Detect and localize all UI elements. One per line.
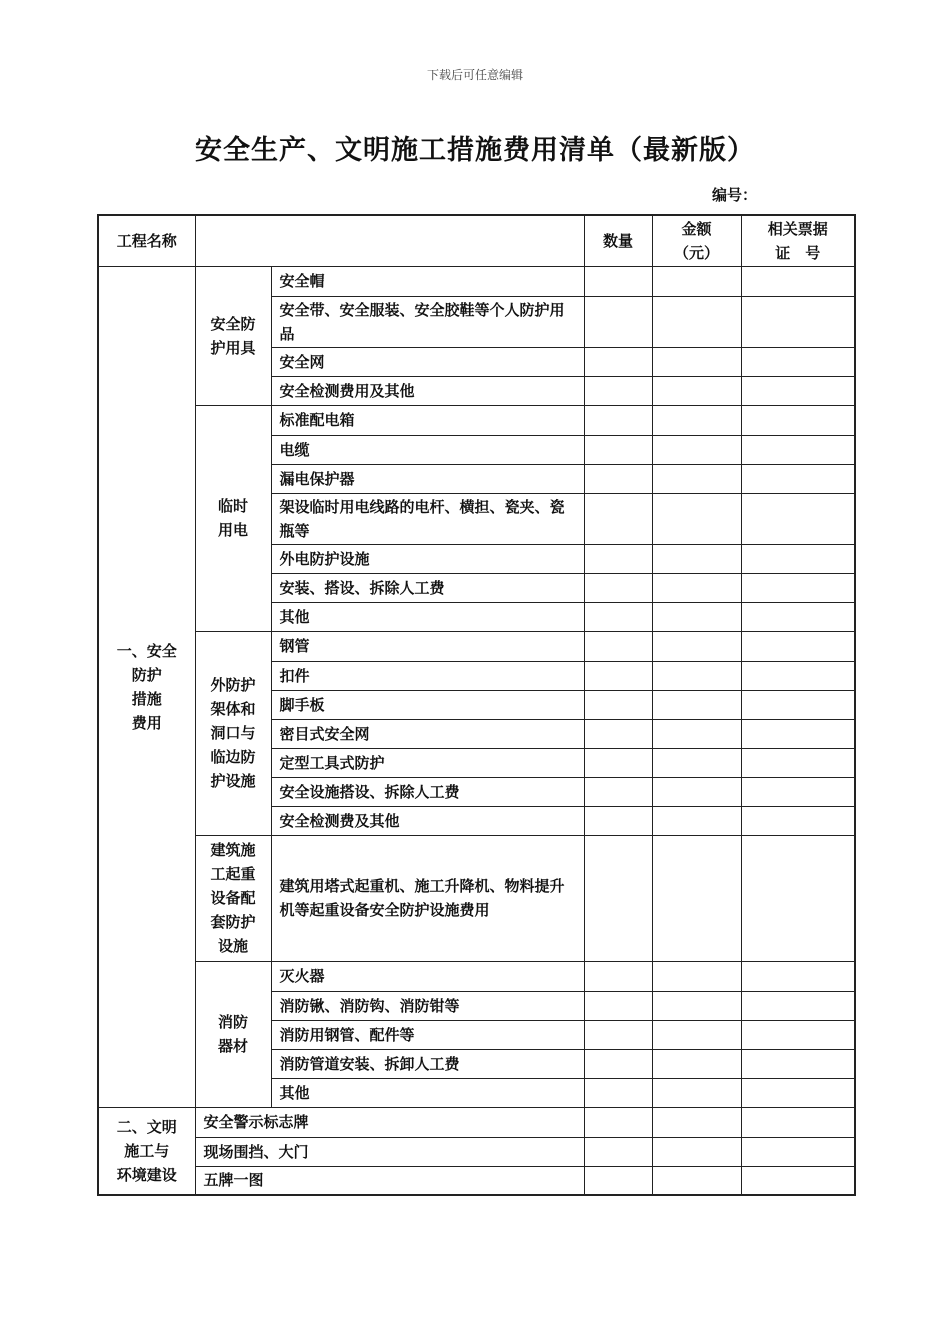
amount-cell[interactable] [652, 435, 741, 464]
amount-cell[interactable] [652, 961, 741, 991]
item-label: 外电防护设施 [271, 544, 584, 573]
quantity-cell[interactable] [584, 376, 652, 405]
quantity-cell[interactable] [584, 435, 652, 464]
documents-header [741, 215, 855, 266]
table-row [98, 835, 855, 961]
quantity-cell[interactable] [584, 1020, 652, 1049]
subcategory-label-line: 设备配 [210, 889, 256, 907]
table-row [98, 266, 855, 296]
subcategory-label-line: 外防护 [210, 676, 256, 694]
subcategory-label-line: 临时 [217, 497, 248, 515]
amount-cell[interactable] [652, 544, 741, 573]
item-label: 安全检测费用及其他 [271, 376, 584, 405]
serial-number-label: 编号： [712, 186, 758, 204]
documents-header-line2: 证 号 [775, 243, 821, 262]
document-number-cell[interactable] [741, 376, 855, 405]
subcategory-label-line: 建筑施 [210, 841, 256, 859]
document-number-cell[interactable] [741, 1020, 855, 1049]
watermark-text: 下载后可任意编辑 [426, 68, 523, 82]
document-number-cell[interactable] [741, 493, 855, 544]
amount-cell[interactable] [652, 1137, 741, 1166]
quantity-cell[interactable] [584, 1078, 652, 1107]
item-label: 五牌一图 [195, 1166, 584, 1195]
page-title: 安全生产、文明施工措施费用清单（最新版） [195, 135, 755, 166]
item-label: 标准配电箱 [271, 405, 584, 435]
document-number-cell[interactable] [741, 719, 855, 748]
item-label: 扣件 [271, 661, 584, 690]
amount-cell[interactable] [652, 690, 741, 719]
item-label: 安全设施搭设、拆除人工费 [271, 777, 584, 806]
document-number-cell[interactable] [741, 748, 855, 777]
amount-cell[interactable] [652, 748, 741, 777]
quantity-cell[interactable] [584, 296, 652, 347]
document-number-cell[interactable] [741, 1107, 855, 1137]
amount-cell[interactable] [652, 991, 741, 1020]
quantity-cell[interactable] [584, 464, 652, 493]
item-label: 电缆 [271, 435, 584, 464]
document-number-cell[interactable] [741, 961, 855, 991]
amount-cell[interactable] [652, 777, 741, 806]
amount-cell[interactable] [652, 806, 741, 835]
amount-cell[interactable] [652, 493, 741, 544]
item-label: 安全警示标志牌 [195, 1107, 584, 1137]
table-row [98, 631, 855, 661]
quantity-cell[interactable] [584, 1107, 652, 1137]
section-2-label-line: 环境建设 [116, 1165, 177, 1184]
quantity-cell[interactable] [584, 661, 652, 690]
project-name-header: 工程名称 [98, 215, 195, 266]
quantity-cell[interactable] [584, 544, 652, 573]
document-number-cell[interactable] [741, 573, 855, 602]
item-label: 其他 [271, 602, 584, 631]
document-number-cell[interactable] [741, 464, 855, 493]
subcategory-label [195, 961, 271, 1107]
document-number-cell[interactable] [741, 690, 855, 719]
amount-cell[interactable] [652, 602, 741, 631]
document-number-cell[interactable] [741, 1166, 855, 1195]
amount-cell[interactable] [652, 719, 741, 748]
quantity-cell[interactable] [584, 573, 652, 602]
table-row [98, 405, 855, 435]
subcategory-label-line: 护设施 [210, 772, 256, 790]
amount-cell[interactable] [652, 1166, 741, 1195]
quantity-cell[interactable] [584, 1166, 652, 1195]
document-number-cell[interactable] [741, 544, 855, 573]
amount-cell[interactable] [652, 835, 741, 961]
document-number-cell[interactable] [741, 835, 855, 961]
subcategory-label-line: 消防 [217, 1013, 248, 1031]
document-number-cell[interactable] [741, 296, 855, 347]
quantity-cell[interactable] [584, 602, 652, 631]
amount-cell[interactable] [652, 1020, 741, 1049]
item-label: 安装、搭设、拆除人工费 [271, 573, 584, 602]
amount-cell[interactable] [652, 1078, 741, 1107]
document-number-cell[interactable] [741, 266, 855, 296]
quantity-header: 数量 [584, 215, 652, 266]
subcategory-label-line: 设施 [217, 937, 248, 955]
section-2-label-line: 二、文明 [116, 1117, 177, 1136]
project-name-value[interactable] [195, 215, 584, 266]
document-number-cell[interactable] [741, 1078, 855, 1107]
subcategory-label-line: 器材 [217, 1037, 248, 1055]
subcategory-label-line: 护用具 [210, 338, 256, 357]
document-number-cell[interactable] [741, 631, 855, 661]
quantity-cell[interactable] [584, 835, 652, 961]
item-label: 消防锹、消防钩、消防钳等 [271, 991, 584, 1020]
item-label: 消防管道安装、拆卸人工费 [271, 1049, 584, 1078]
amount-cell[interactable] [652, 296, 741, 347]
subcategory-label-line: 用电 [217, 521, 248, 539]
section-2-label [98, 1107, 195, 1195]
item-label: 安全带、安全服装、安全胶鞋等个人防护用品 [271, 296, 584, 347]
cost-table [97, 214, 856, 1196]
amount-cell[interactable] [652, 464, 741, 493]
subcategory-label [195, 631, 271, 835]
quantity-cell[interactable] [584, 347, 652, 376]
item-label: 漏电保护器 [271, 464, 584, 493]
item-label: 灭火器 [271, 961, 584, 991]
quantity-cell[interactable] [584, 961, 652, 991]
document-number-cell[interactable] [741, 1049, 855, 1078]
documents-header-line1: 相关票据 [767, 219, 828, 238]
item-label: 其他 [271, 1078, 584, 1107]
document-number-cell[interactable] [741, 405, 855, 435]
document-number-cell[interactable] [741, 991, 855, 1020]
document-number-cell[interactable] [741, 435, 855, 464]
quantity-cell[interactable] [584, 748, 652, 777]
section-1-label-line: 措施 [131, 689, 162, 708]
item-label: 钢管 [271, 631, 584, 661]
quantity-cell[interactable] [584, 806, 652, 835]
subcategory-label-line: 安全防 [210, 314, 256, 333]
subcategory-label [195, 266, 271, 405]
table-header-row [98, 215, 855, 266]
amount-header-line2: （元） [673, 243, 719, 262]
document-number-cell[interactable] [741, 347, 855, 376]
quantity-cell[interactable] [584, 405, 652, 435]
quantity-cell[interactable] [584, 777, 652, 806]
amount-header [652, 215, 741, 266]
document-number-cell[interactable] [741, 806, 855, 835]
subcategory-label-line: 架体和 [210, 700, 256, 718]
section-1-label [98, 266, 195, 1107]
amount-cell[interactable] [652, 376, 741, 405]
amount-header-line1: 金额 [681, 219, 712, 238]
quantity-cell[interactable] [584, 1049, 652, 1078]
amount-cell[interactable] [652, 573, 741, 602]
item-label: 安全帽 [271, 266, 584, 296]
item-label: 现场围挡、大门 [195, 1137, 584, 1166]
quantity-cell[interactable] [584, 493, 652, 544]
subcategory-label [195, 835, 271, 961]
item-label: 安全网 [271, 347, 584, 376]
amount-cell[interactable] [652, 1049, 741, 1078]
subcategory-label-line: 套防护 [210, 913, 256, 931]
quantity-cell[interactable] [584, 631, 652, 661]
table-row [98, 961, 855, 991]
item-label: 脚手板 [271, 690, 584, 719]
amount-cell[interactable] [652, 1107, 741, 1137]
amount-cell[interactable] [652, 631, 741, 661]
table-row [98, 1107, 855, 1137]
quantity-cell[interactable] [584, 991, 652, 1020]
table-row [98, 1166, 855, 1195]
item-label: 架设临时用电线路的电杆、横担、瓷夹、瓷瓶等 [271, 493, 584, 544]
item-label: 安全检测费及其他 [271, 806, 584, 835]
amount-cell[interactable] [652, 405, 741, 435]
document-number-cell[interactable] [741, 602, 855, 631]
document-number-cell[interactable] [741, 661, 855, 690]
item-label: 密目式安全网 [271, 719, 584, 748]
document-number-cell[interactable] [741, 777, 855, 806]
quantity-cell[interactable] [584, 1137, 652, 1166]
amount-cell[interactable] [652, 266, 741, 296]
quantity-cell[interactable] [584, 690, 652, 719]
quantity-cell[interactable] [584, 719, 652, 748]
subcategory-label [195, 405, 271, 631]
section-1-label-line: 费用 [131, 713, 162, 732]
section-1-label-line: 一、安全 [116, 641, 177, 660]
amount-cell[interactable] [652, 661, 741, 690]
item-label: 定型工具式防护 [271, 748, 584, 777]
section-2-label-line: 施工与 [124, 1141, 170, 1160]
item-label: 建筑用塔式起重机、施工升降机、物料提升机等起重设备安全防护设施费用 [271, 835, 584, 961]
subcategory-label-line: 工起重 [210, 865, 256, 883]
quantity-cell[interactable] [584, 266, 652, 296]
section-1-label-line: 防护 [131, 665, 162, 684]
subcategory-label-line: 洞口与 [210, 724, 256, 742]
amount-cell[interactable] [652, 347, 741, 376]
table-row [98, 1137, 855, 1166]
subcategory-label-line: 临边防 [210, 748, 256, 766]
document-number-cell[interactable] [741, 1137, 855, 1166]
item-label: 消防用钢管、配件等 [271, 1020, 584, 1049]
